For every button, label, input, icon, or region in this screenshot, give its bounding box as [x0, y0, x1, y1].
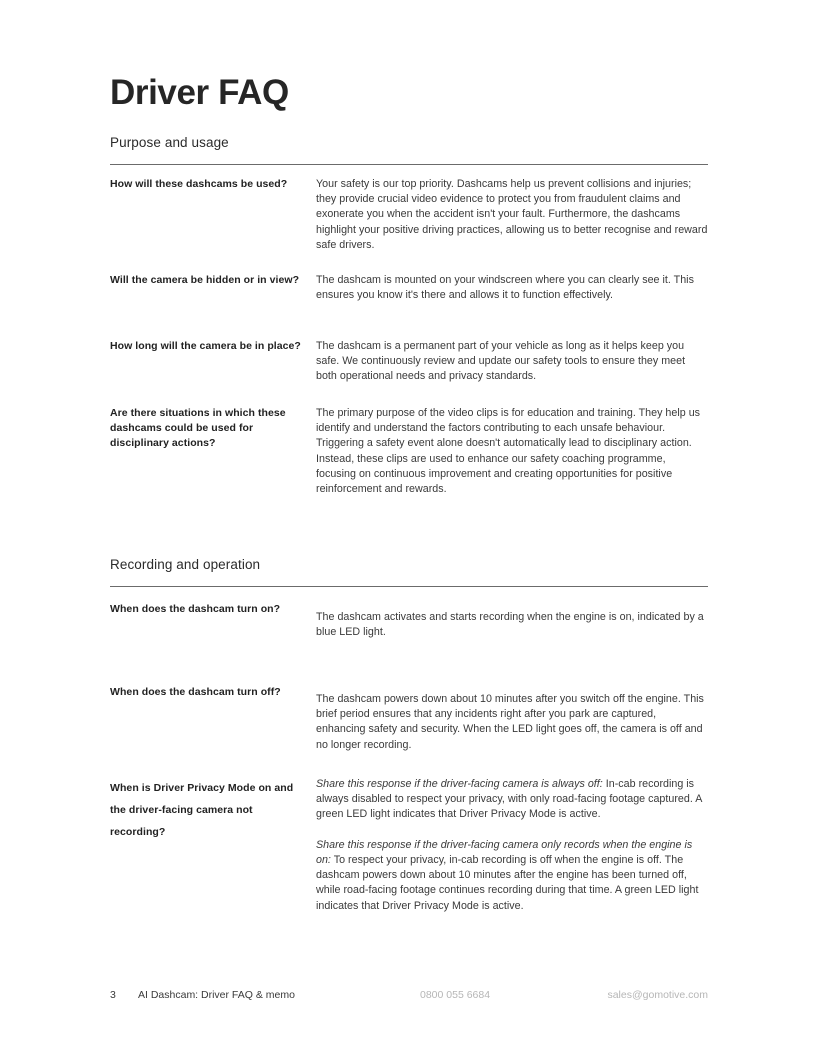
faq-answer-paragraph: The dashcam is a permanent part of your vehicle as long as it helps keep you safe. We continuously review and update our safety tools to ensure they meet both operational needs and privacy standards.: [316, 340, 686, 383]
faq-answer: [316, 692, 708, 753]
faq-answer: [316, 610, 708, 640]
faq-answer-paragraph: The dashcam activates and starts recording when the engine is on, indicated by a blue LED light.: [316, 611, 704, 639]
footer-page-number: 3: [110, 989, 116, 1001]
section-recording-and-operation: [110, 556, 708, 587]
section-heading: Recording and operation: [110, 557, 261, 572]
faq-question: Are there situations in which these dashcams could be used for disciplinary actions?: [110, 407, 286, 449]
faq-answer-lead-in: Share this response if the driver-facing camera is always off:: [316, 778, 603, 790]
page-footer: [110, 987, 708, 1003]
faq-answer-paragraph: Your safety is our top priority. Dashcams help us prevent collisions and injuries; they provide crucial video evidence to protect you from fraudulent claims and exonerate you when the accident isn't your fault. Furthermore, the dashcams highlight your positive driving practices, allowing us to better recognise and reward safe drivers.: [316, 178, 708, 251]
faq-answer-paragraph: The primary purpose of the video clips is for education and training. They help us identify and understand the factors contributing to each unsafe behaviour. Triggering a safety event alone doesn't automatically lead to disciplinary action. Instead, these clips are used to enhance our safety coaching programme, focusing on continuous improvement and creating opportunities for positive reinforcement and rewards.: [316, 407, 701, 496]
section-heading: Purpose and usage: [110, 135, 229, 150]
faq-answer: [316, 273, 708, 303]
footer-email: sales@gomotive.com: [607, 989, 708, 1001]
faq-answer-body: To respect your privacy, in-cab recording is off when the engine is off. The dashcam powers down about 10 minutes after the engine has been turned off, while road-facing footage continues recording during that time. A green LED light indicates that Driver Privacy Mode is active.: [316, 854, 699, 912]
footer-phone: 0800 055 6684: [420, 989, 491, 1001]
section-divider: [110, 164, 708, 165]
faq-answer: [316, 777, 708, 914]
faq-answer: [316, 339, 708, 385]
faq-answer-body: In-cab recording is always disabled to respect your privacy, with only road-facing footage captured. A green LED light indicates that Driver Privacy Mode is active.: [316, 778, 702, 821]
faq-question: When is Driver Privacy Mode on and the driver-facing camera not recording?: [110, 782, 294, 838]
faq-question: How long will the camera be in place?: [110, 340, 301, 352]
footer-document-name: AI Dashcam: Driver FAQ & memo: [138, 989, 295, 1001]
faq-answer-paragraph: The dashcam is mounted on your windscreen where you can clearly see it. This ensures you know it's there and allows it to function effectively.: [316, 274, 694, 302]
faq-question: When does the dashcam turn on?: [110, 603, 281, 615]
faq-question: Will the camera be hidden or in view?: [110, 274, 300, 286]
page-title: Driver FAQ: [110, 73, 289, 112]
faq-answer: [316, 406, 708, 497]
section-divider: [110, 586, 708, 587]
faq-question: How will these dashcams be used?: [110, 178, 288, 190]
faq-answer-paragraph: [316, 777, 708, 823]
faq-answer: [316, 177, 708, 253]
faq-answer-paragraph: The dashcam powers down about 10 minutes after you switch off the engine. This brief period ensures that any incidents right after you park are captured, enhancing safety and security. When the LED light goes off, the camera is off and no longer recording.: [316, 693, 704, 751]
section-purpose-and-usage: [110, 134, 708, 165]
faq-question: When does the dashcam turn off?: [110, 686, 281, 698]
faq-answer-lead-in: Share this response if the driver-facing camera only records when the engine is on:: [316, 838, 693, 866]
faq-answer-paragraph: [316, 838, 708, 914]
